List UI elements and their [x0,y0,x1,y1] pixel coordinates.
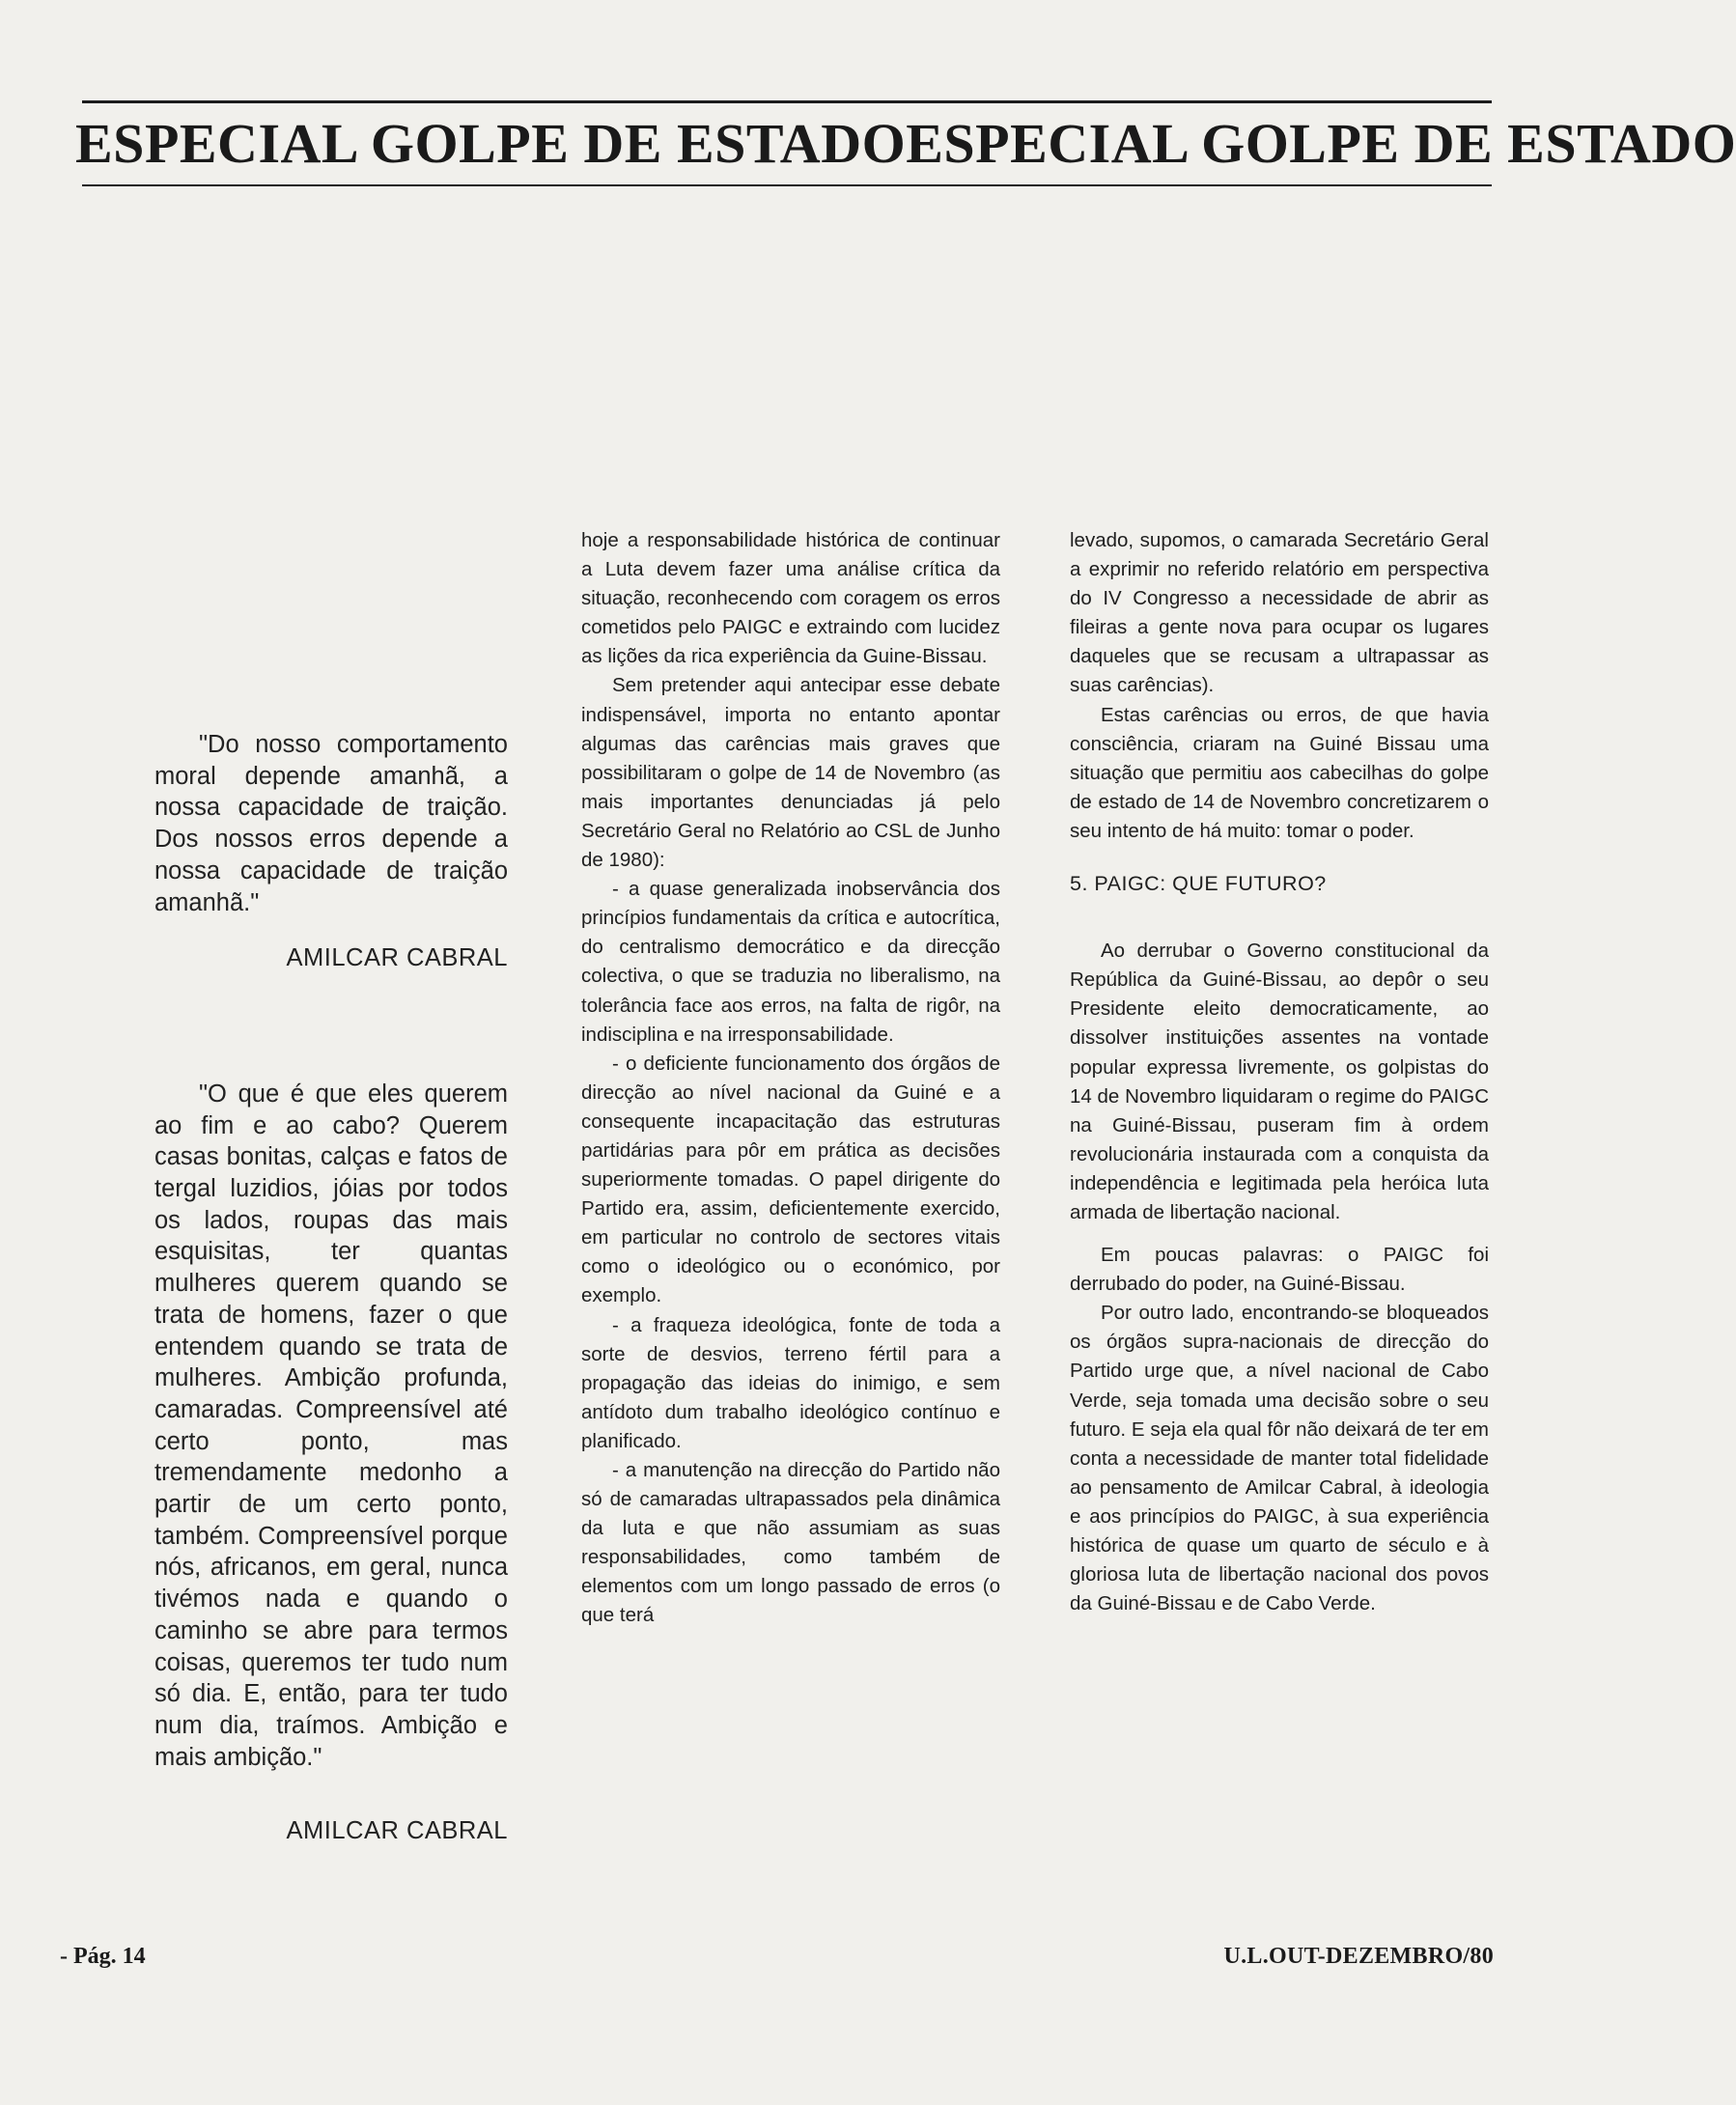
quotes-column [154,729,508,1847]
quote-author: AMILCAR CABRAL [286,944,508,972]
paragraph: Ao derrubar o Governo constitucional da República da Guiné-Bissau, ao depôr o seu Presidente eleito democraticamente, ao dissolver instituições assentes na vontade popular expressa livremente, os golpistas do 14 de Novembro liquidaram o regime do PAIGC na Guiné-Bissau, puseram fim à ordem revolucionária instaurada com a conquista da independência e legitimada pela heróica luta armada de libertação nacional. [1070,940,1489,1223]
page-masthead: ESPECIAL GOLPE DE ESTADOESPECIAL GOLPE DE ESTADO [75,112,1736,175]
paragraph: - a quase generalizada inobservância dos princípios fundamentais da crítica e autocrítica, do centralismo democrático e da direcção colectiva, o que se traduzia no liberalismo, na tolerância face aos erros, na falta de rigôr, na indisciplina e na irresponsabilidade. [581,878,1000,1046]
article-column-2 [581,526,1000,1631]
paragraph: - o deficiente funcionamento dos órgãos de direcção ao nível nacional da Guiné e a consequente incapacitação das estruturas partidárias para pôr em prática as decisões superiormente tomadas. O papel dirigente do Partido era, assim, deficientemente exercido, em particular no controlo de sectores vitais como o ideológico ou o económico, por exemplo. [581,1052,1000,1307]
paragraph: Estas carências ou erros, de que havia consciência, criaram na Guiné Bissau uma situação que permitiu aos cabecilhas do golpe de estado de 14 de Novembro concretizarem o seu intento de há muito: tomar o poder. [1070,703,1489,842]
section-heading: 5. PAIGC: QUE FUTURO? [1070,872,1327,896]
header-rule-bottom [82,184,1492,186]
header-rule-top [82,100,1492,103]
paragraph: - a fraqueza ideológica, fonte de toda a sorte de desvios, terreno fértil para a propagação das ideias do inimigo, e sem antídoto dum trabalho ideológico contínuo e planificado. [581,1313,1000,1452]
issue-label: U.L.OUT-DEZEMBRO/80 [1223,1944,1494,1969]
paragraph: - a manutenção na direcção do Partido não só de camaradas ultrapassados pela dinâmica da luta e que não assumiam as suas responsabilidades, como também de elementos com um longo passado de erros (o que terá [581,1459,1000,1627]
quote-text: "O que é que eles querem ao fim e ao cabo? Querem casas bonitas, calças e fatos de tergal luzidios, jóias por todos os lados, roupas das mais esquisitas, ter quantas mulheres querem quando se trata de homens, fazer o que entendem quando se trata de mulheres. Ambição profunda, camaradas. Compreensível até certo ponto, mas tremendamente medonho a partir de um certo ponto, também. Compreensível porque nós, africanos, em geral, nunca tivémos nada e quando o caminho se abre para termos coisas, queremos ter tudo num só dia. E, então, para ter tudo num dia, traímos. Ambição e mais ambição." [154,1080,508,1771]
page-number: - Pág. 14 [60,1944,146,1969]
paragraph: levado, supomos, o camarada Secretário Geral a exprimir no referido relatório em perspectiva do IV Congresso a necessidade de abrir as fileiras a gente nova para ocupar os lugares daqueles que se recusam a ultrapassar as suas carências). [1070,529,1489,697]
quote-text: "Do nosso comportamento moral depende amanhã, a nossa capacidade de traição. Dos nossos erros depende a nossa capacidade de traição amanhã." [154,731,508,916]
paragraph: Sem pretender aqui antecipar esse debate indispensável, importa no entanto apontar algumas das carências mais graves que possibilitaram o golpe de 14 de Novembro (as mais importantes denunciadas já pelo Secretário Geral no Relatório ao CSL de Junho de 1980): [581,674,1000,872]
quote-author: AMILCAR CABRAL [286,1817,508,1845]
paragraph: Em poucas palavras: o PAIGC foi derrubado do poder, na Guiné-Bissau. [1070,1244,1489,1296]
paragraph: Por outro lado, encontrando-se bloqueados os órgãos supra-nacionais de direcção do Partido urge que, a nível nacional de Cabo Verde, seja tomada uma decisão sobre o seu futuro. E seja ela qual fôr não deixará de ter em conta a necessidade de manter total fidelidade ao pensamento de Amilcar Cabral, à ideologia e aos princípios do PAIGC, à sua experiência histórica de quase um quarto de século e à gloriosa luta de libertação nacional dos povos da Guiné-Bissau e de Cabo Verde. [1070,1302,1489,1615]
article-column-3 [1070,526,1489,1618]
paragraph: hoje a responsabilidade histórica de continuar a Luta devem fazer uma análise crítica da situação, reconhecendo com coragem os erros cometidos pelo PAIGC e extraindo com lucidez as lições da rica experiência da Guine-Bissau. [581,529,1000,668]
